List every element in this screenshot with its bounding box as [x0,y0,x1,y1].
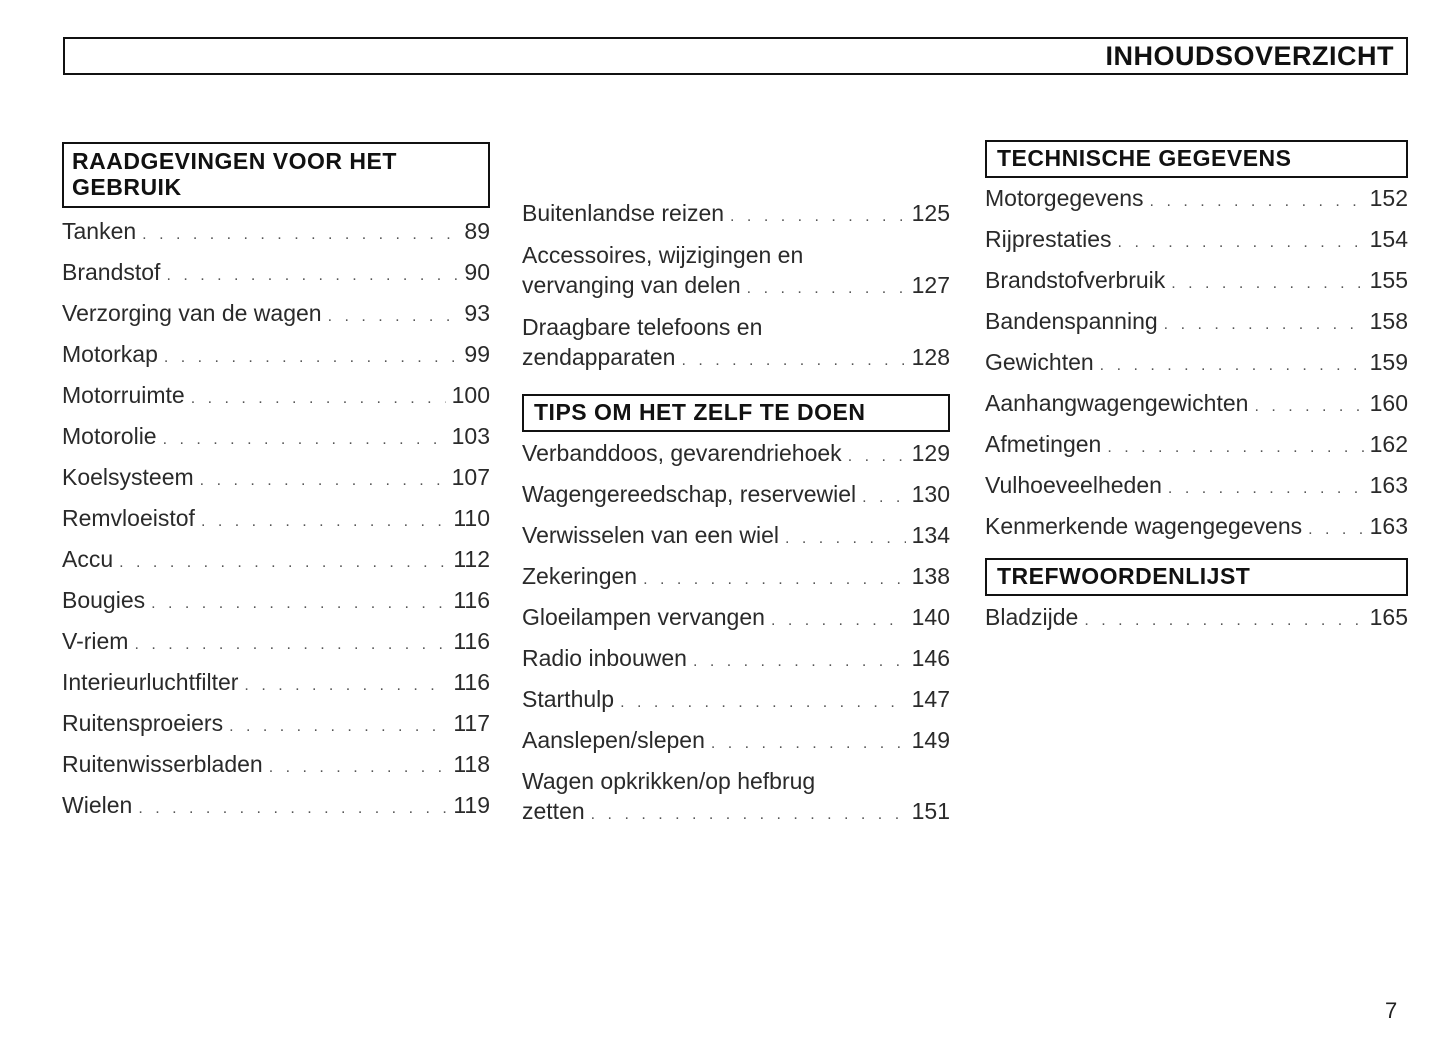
toc-entry-title: Bladzijde [985,604,1079,630]
toc-entry-page: 100 [451,382,490,408]
toc-entry-title: Tanken [62,218,137,244]
toc-entry-title: Vulhoeveelheden [985,472,1162,498]
toc-entry-title: Kenmerkende wagengegevens [985,513,1303,539]
dot-leader [620,688,906,718]
toc-entry-page: 103 [451,423,490,449]
toc-entry [522,479,950,513]
dot-leader [1254,392,1363,422]
toc-list-tips [522,438,950,830]
dot-leader [191,384,446,414]
dot-leader [1118,228,1364,258]
toc-entry-page: 158 [1369,308,1408,334]
dot-leader [771,606,906,636]
toc-entry [985,429,1408,463]
toc-list-technical [985,183,1408,545]
toc-entry [522,240,950,304]
toc-entry [522,312,950,376]
toc-entry [62,216,490,250]
column-advice [62,142,490,831]
toc-list-advice [62,216,490,824]
dot-leader [134,630,447,660]
toc-entry-page: 112 [453,546,490,572]
toc-entry-title: Accu [62,546,114,572]
toc-entry [985,224,1408,258]
toc-entry-page: 99 [464,341,490,367]
dot-leader [166,261,458,291]
toc-entry-page: 90 [464,259,490,285]
toc-entry-page: 116 [453,669,490,695]
toc-entry-title: zetten [522,798,585,824]
dot-leader [1308,515,1364,545]
dot-leader [244,671,447,701]
toc-entry-page: 116 [453,628,490,654]
dot-leader [711,729,906,759]
toc-entry-page: 118 [453,751,490,777]
toc-entry-title: Brandstofverbruik [985,267,1166,293]
toc-entry [62,790,490,824]
column-technical [985,140,1408,643]
toc-entry-title: Motorruimte [62,382,185,408]
toc-entry [522,643,950,677]
toc-entry [522,561,950,595]
toc-entry-page: 117 [453,710,490,736]
toc-entry-page: 110 [453,505,490,531]
toc-entry-title: Aanslepen/slepen [522,727,705,753]
toc-entry [522,520,950,554]
toc-entry [522,602,950,636]
toc-entry-title: Motorkap [62,341,158,367]
dot-leader [862,483,906,513]
toc-entry-title: Verwisselen van een wiel [522,522,779,548]
toc-entry [522,766,950,830]
dot-leader [848,442,906,472]
toc-entry-page: 162 [1369,431,1408,457]
toc-list-travel [522,198,950,376]
toc-entry-page: 154 [1369,226,1408,252]
toc-entry [62,667,490,701]
toc-entry-title: Verzorging van de wagen [62,300,322,326]
section-heading-line: RAADGEVINGEN VOOR HET [72,148,397,174]
section-heading-tips: TIPS OM HET ZELF TE DOEN [522,394,950,432]
dot-leader [200,466,446,496]
toc-entry [62,257,490,291]
toc-entry-title: Gloeilampen vervangen [522,604,765,630]
dot-leader [201,507,447,537]
toc-entry-page: 129 [911,440,950,466]
section-heading-technical: TECHNISCHE GEGEVENS [985,140,1408,178]
title-bar [63,37,1408,75]
dot-leader [1084,606,1363,636]
toc-entry-title: Starthulp [522,686,615,712]
toc-entry-title: Interieurluchtfilter [62,669,239,695]
toc-entry-title: Wagengereedschap, reservewiel [522,481,857,507]
toc-entry [985,265,1408,299]
page-number: 7 [1385,998,1398,1023]
toc-entry [522,725,950,759]
toc-entry-title: Motorgegevens [985,185,1144,211]
toc-entry-title: Bandenspanning [985,308,1158,334]
toc-entry [985,602,1408,636]
toc-entry-title: Koelsysteem [62,464,194,490]
dot-leader [747,274,906,304]
toc-entry-page: 163 [1369,513,1408,539]
toc-entry-page: 165 [1369,604,1408,630]
toc-entry-title: Gewichten [985,349,1094,375]
toc-entry [522,684,950,718]
dot-leader [693,647,906,677]
column-tips [522,198,950,837]
toc-entry-title: vervanging van delen [522,272,741,298]
toc-entry-page: 140 [911,604,950,630]
toc-entry-page: 147 [911,686,950,712]
toc-entry-title: Buitenlandse reizen [522,200,725,226]
toc-entry-title: Draagbare telefoons en [522,314,763,340]
dot-leader [785,524,906,554]
toc-entry-title: Radio inbouwen [522,645,687,671]
toc-entry-page: 127 [911,272,950,298]
dot-leader [119,548,447,578]
toc-entry-page: 125 [911,200,950,226]
toc-entry-page: 128 [911,344,950,370]
dot-leader [163,425,446,455]
toc-entry-title: Motorolie [62,423,157,449]
toc-entry [62,585,490,619]
section-heading-line: GEBRUIK [72,174,182,200]
dot-leader [1107,433,1363,463]
toc-entry-page: 155 [1369,267,1408,293]
dot-leader [138,794,447,824]
toc-entry [985,347,1408,381]
toc-entry-page: 89 [464,218,490,244]
toc-entry [62,749,490,783]
section-heading-index: TREFWOORDENLIJST [985,558,1408,596]
toc-entry-title: Rijprestaties [985,226,1112,252]
toc-entry [62,298,490,332]
dot-leader [643,565,906,595]
toc-entry [62,503,490,537]
toc-entry [62,421,490,455]
toc-entry-page: 160 [1369,390,1408,416]
dot-leader [164,343,459,373]
toc-entry-page: 107 [451,464,490,490]
dot-leader [142,220,458,250]
dot-leader [730,202,906,232]
toc-entry-page: 93 [464,300,490,326]
toc-entry-page: 134 [911,522,950,548]
toc-entry [985,306,1408,340]
dot-leader [328,302,459,332]
toc-entry-page: 149 [911,727,950,753]
toc-entry-title: Remvloeistof [62,505,195,531]
dot-leader [1171,269,1363,299]
toc-entry [62,462,490,496]
toc-entry-page: 163 [1369,472,1408,498]
toc-entry [62,380,490,414]
toc-list-index [985,602,1408,636]
toc-entry [522,438,950,472]
toc-entry-title: Wagen opkrikken/op hefbrug [522,768,816,794]
toc-entry-title: Accessoires, wijzigingen en [522,242,804,268]
toc-entry-title: Zekeringen [522,563,638,589]
toc-entry-page: 146 [911,645,950,671]
toc-entry-title: Wielen [62,792,133,818]
toc-entry [985,470,1408,504]
toc-entry [985,511,1408,545]
dot-leader [151,589,447,619]
toc-entry-page: 138 [911,563,950,589]
toc-entry [985,388,1408,422]
toc-entry [522,198,950,232]
toc-entry [62,339,490,373]
toc-entry-page: 151 [911,798,950,824]
dot-leader [681,346,905,376]
toc-entry-page: 116 [453,587,490,613]
dot-leader [1150,187,1364,217]
dot-leader [591,800,906,830]
dot-leader [1100,351,1364,381]
toc-entry-title: Aanhangwagengewichten [985,390,1249,416]
page-title: INHOUDSOVERZICHT [1105,41,1394,71]
dot-leader [269,753,448,783]
toc-entry-title: Ruitenwisserbladen [62,751,263,777]
section-heading-advice [62,142,490,208]
toc-entry [985,183,1408,217]
dot-leader [1168,474,1364,504]
toc-entry-title: Bougies [62,587,146,613]
toc-entry-title: zendapparaten [522,344,676,370]
dot-leader [229,712,447,742]
toc-entry-title: Afmetingen [985,431,1102,457]
toc-entry-page: 119 [453,792,490,818]
toc-entry-page: 130 [911,481,950,507]
toc-entry-page: 159 [1369,349,1408,375]
dot-leader [1164,310,1364,340]
toc-entry-title: Ruitensproeiers [62,710,224,736]
toc-entry [62,708,490,742]
toc-entry [62,626,490,660]
toc-entry-title: Verbanddoos, gevarendriehoek [522,440,842,466]
toc-entry-page: 152 [1369,185,1408,211]
toc-entry-title: V-riem [62,628,129,654]
toc-entry [62,544,490,578]
toc-entry-title: Brandstof [62,259,161,285]
